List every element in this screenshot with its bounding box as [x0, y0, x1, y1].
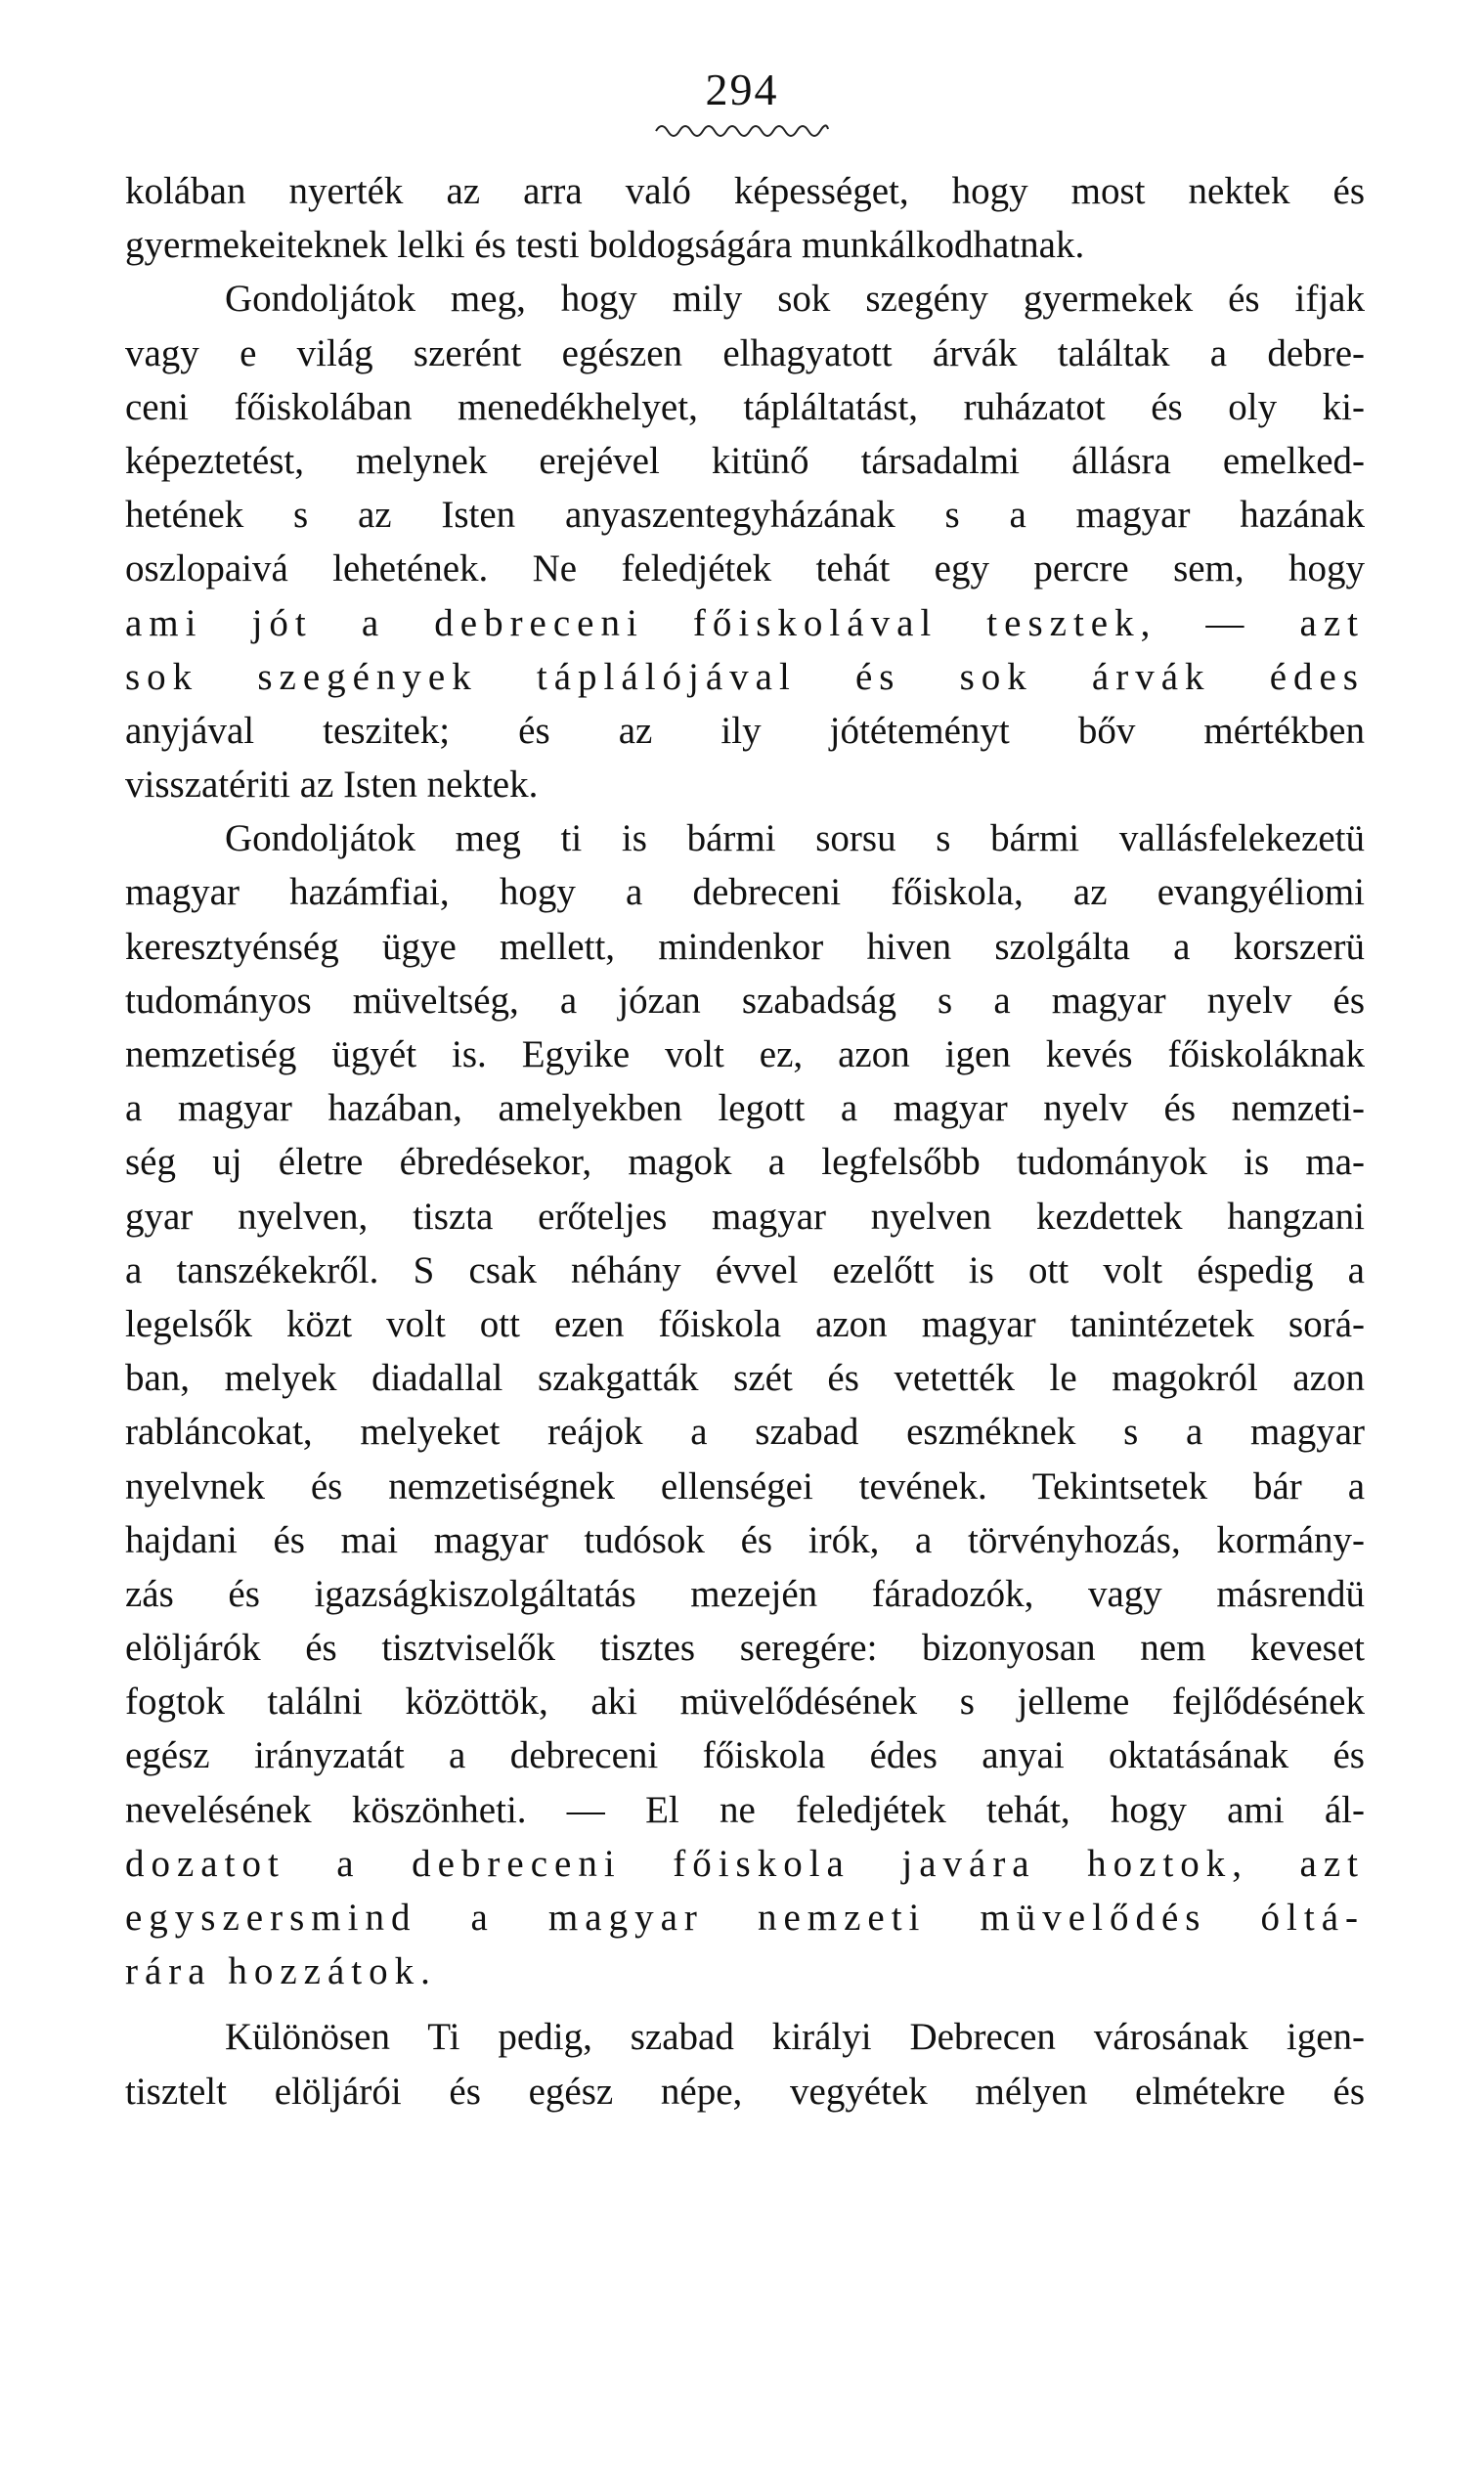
- text-line: a magyar hazában, amelyekben legott a magyar nyelv és nemzeti-: [125, 1087, 1365, 1130]
- text-line-emphasized: dozatot a debreceni főiskola javára hoztok, azt: [125, 1842, 1365, 1885]
- text-line: legelsők közt volt ott ezen főiskola azon magyar tanintézetek sorá-: [125, 1302, 1365, 1345]
- text-line: nemzetiség ügyét is. Egyike volt ez, azon igen kevés főiskoláknak: [125, 1033, 1365, 1075]
- text-line: gyar nyelven, tiszta erőteljes magyar nyelven kezdettek hangzani: [125, 1195, 1365, 1238]
- text-line-emphasized: rára hozzátok.: [125, 1950, 437, 1993]
- body-text: [125, 164, 1365, 2119]
- text-line: nyelvnek és nemzetiségnek ellenségei tevének. Tekintsetek bár a: [125, 1464, 1365, 1507]
- paragraph-gap: [125, 1998, 1365, 2010]
- text-line: fogtok találni közöttök, aki müvelődésének s jelleme fejlődésének: [125, 1681, 1365, 1724]
- ornament-divider-icon: [654, 119, 830, 139]
- text-line: hetének s az Isten anyaszentegyházának s a magyar hazának: [125, 494, 1365, 537]
- text-line: oszlopaivá lehetének. Ne feledjétek tehát egy percre sem, hogy: [125, 547, 1365, 590]
- text-line: rabláncokat, melyeket reájok a szabad eszméknek s a magyar: [125, 1411, 1365, 1454]
- text-line-emphasized: anyjával teszitek; és az ily jótéteményt bőv mértékben: [125, 709, 1365, 752]
- text-line: zás és igazságkiszolgáltatás mezején fáradozók, vagy másrendü: [125, 1572, 1365, 1615]
- text-line: Különösen Ti pedig, szabad királyi Debrecen városának igen-: [225, 2016, 1365, 2059]
- text-line: ség uj életre ébredésekor, magok a legfelsőbb tudományok is ma-: [125, 1141, 1365, 1184]
- text-line-emphasized: egyszersmind a magyar nemzeti müvelődés óltá-: [125, 1897, 1365, 1939]
- text-line: képeztetést, melynek erejével kitünő társadalmi állásra emelked-: [125, 439, 1365, 482]
- text-line: Gondoljátok meg, hogy mily sok szegény gyermekek és ifjak: [225, 278, 1365, 321]
- text-line: hajdani és mai magyar tudósok és irók, a törvényhozás, kormány-: [125, 1518, 1365, 1561]
- text-line: kolában nyerték az arra való képességet, hogy most nektek és: [125, 170, 1365, 212]
- text-line: keresztyénség ügye mellett, mindenkor hiven szolgálta a korszerü: [125, 925, 1365, 968]
- text-line: egész irányzatát a debreceni főiskola édes anyai oktatásának és: [125, 1734, 1365, 1777]
- page-number: 294: [705, 65, 779, 114]
- text-line: nevelésének köszönheti. — El ne feledjétek tehát, hogy ami ál-: [125, 1788, 1365, 1831]
- text-line: ban, melyek diadallal szakgatták szét és vetették le magokról azon: [125, 1357, 1365, 1400]
- text-line: tisztelt elöljárói és egész népe, vegyétek mélyen elmétekre és: [125, 2070, 1365, 2113]
- text-line: visszatériti az Isten nektek.: [125, 764, 539, 807]
- text-line: tudományos müveltség, a józan szabadság s a magyar nyelv és: [125, 979, 1365, 1022]
- text-line: ceni főiskolában menedékhelyet, tápláltatást, ruházatot és oly ki-: [125, 385, 1365, 428]
- text-line-emphasized: sok szegények táplálójával és sok árvák édes: [125, 655, 1365, 698]
- text-line: magyar hazámfiai, hogy a debreceni főiskola, az evangyéliomi: [125, 871, 1365, 914]
- text-line: Gondoljátok meg ti is bármi sorsu s bármi vallásfelekezetü: [225, 817, 1365, 860]
- text-line: elöljárók és tisztviselők tisztes seregére: bizonyosan nem keveset: [125, 1627, 1365, 1670]
- text-line: gyermekeiteknek lelki és testi boldogságára munkálkodhatnak.: [125, 224, 1085, 267]
- text-line: a tanszékekről. S csak néhány évvel ezelőtt is ott volt éspedig a: [125, 1248, 1365, 1291]
- text-line-emphasized: ami jót a debreceni főiskolával tesztek, — azt: [125, 601, 1365, 644]
- text-line: vagy e világ szerént egészen elhagyatott árvák találtak a debre-: [125, 331, 1365, 374]
